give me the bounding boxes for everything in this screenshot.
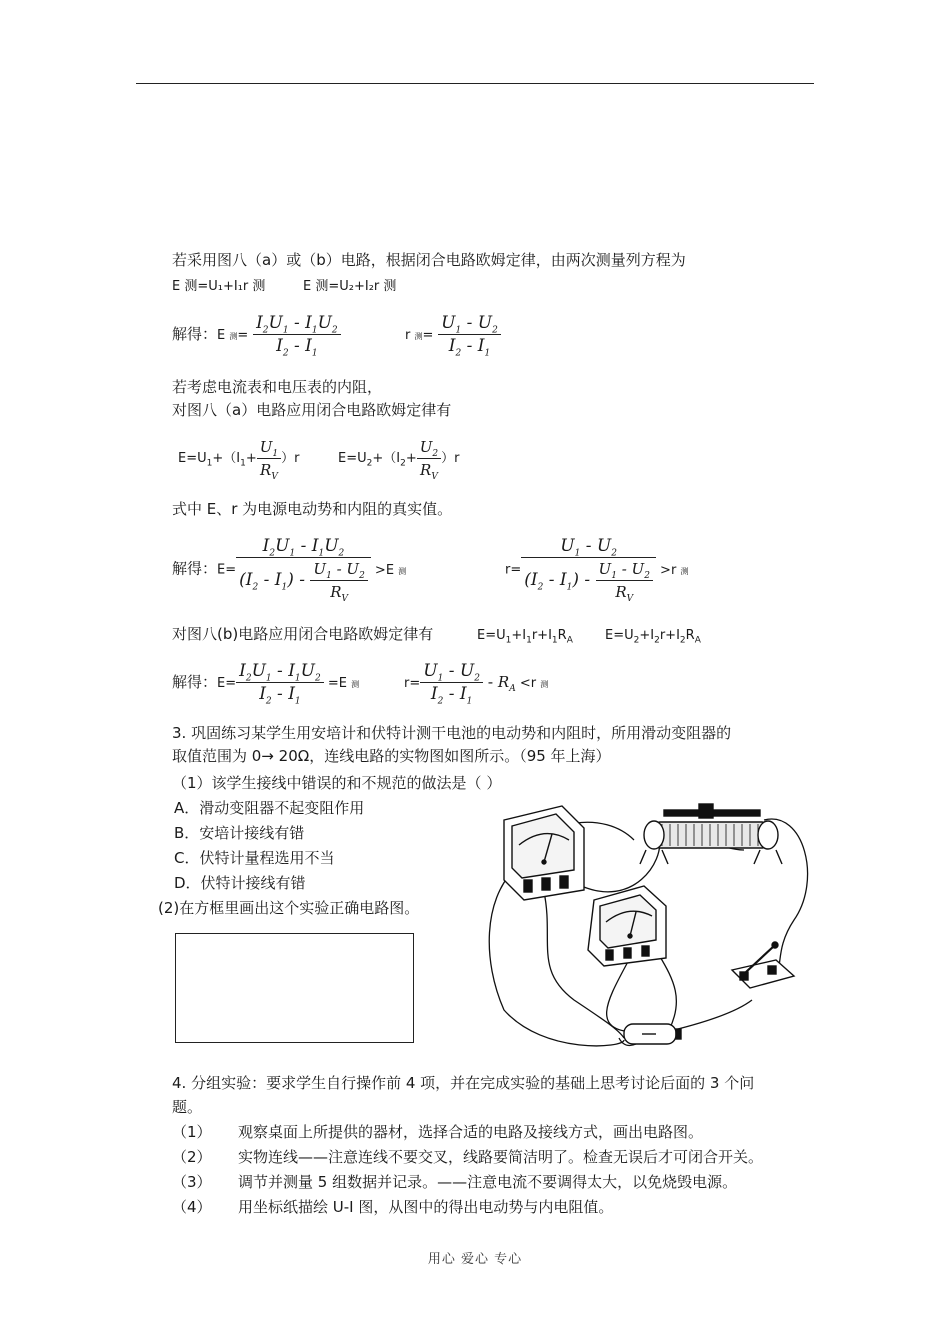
q4-step-1-num: （1） xyxy=(172,1123,212,1141)
solution-2: 解得：E= $I_2U_1 - I_1U_2$ $(I_2 - I_1)$ - $\frac{U_1 - U_2}{R_V}$ >E 测 xyxy=(172,536,407,604)
equation-e-measured-1: E 测=U₁+I₁r 测 xyxy=(172,279,266,294)
true-value-line: 式中 E、r 为电源电动势和内阻的真实值。 xyxy=(172,500,453,518)
q3-line-2: 取值范围为 0→ 20Ω，连线电路的实物图如图所示。（95 年上海） xyxy=(172,747,611,765)
solution-3: 解得：E= $\frac{I_2U_1 - I_1U_2}{I_2 - I_1}$ =E 测 xyxy=(172,661,360,707)
q4-step-4-num: （4） xyxy=(172,1198,212,1216)
solution-3-r: r= $\frac{U_1 - U_2}{I_2 - I_1}$ - $R_A <r$ 测 xyxy=(404,661,549,707)
fig-b-equation-2: $E=U_2+I_2r+I_2R_A$ xyxy=(605,628,701,646)
q4-step-3-text: 调节并测量 5 组数据并记录。——注意电流不要调得太大，以免烧毁电源。 xyxy=(238,1173,738,1191)
q4-line-1: 4. 分组实验：要求学生自行操作前 4 项，并在完成实验的基础上思考讨论后面的 3 个问 xyxy=(172,1074,755,1092)
solution-1-r: r 测= $\frac{U_1 - U_2}{I_2 - I_1}$ xyxy=(405,312,501,357)
q4-step-4-text: 用坐标纸描绘 U-I 图，从图中的得出电动势与内电阻值。 xyxy=(238,1198,614,1216)
q3-sub-2: (2)在方框里画出这个实验正确电路图。 xyxy=(158,899,420,917)
solve-label: 解得： xyxy=(172,325,218,343)
fig-a-line: 对图八（a）电路应用闭合电路欧姆定律有 xyxy=(172,401,452,419)
q4-step-3-num: （3） xyxy=(172,1173,212,1191)
equation-e-measured-2: E 测=U₂+I₂r 测 xyxy=(303,279,397,294)
q3-sub-1: （1）该学生接线中错误的和不规范的做法是（ ） xyxy=(172,774,502,792)
q4-step-2-num: （2） xyxy=(172,1148,212,1166)
fig-b-equation-1: $E=U_1+I_1r+I_1R_A$ xyxy=(477,628,573,646)
answer-box xyxy=(175,933,414,1043)
fig-a-equation-2: $E=U_2+(I_2+$ $\frac{U_2}{R_V}$ ）r xyxy=(338,438,460,482)
q4-step-2-text: 实物连线——注意连线不要交叉，线路要简洁明了。检查无误后才可闭合开关。 xyxy=(238,1148,764,1166)
fig-a-equation-1: $E=U_1+(I_1+$ $\frac{U_1}{R_V}$ ）r xyxy=(178,438,300,482)
q3-line-1: 3. 巩固练习某学生用安培计和伏特计测干电池的电动势和内阻时，所用滑动变阻器的 xyxy=(172,724,732,742)
intro-line: 若采用图八（a）或（b）电路，根据闭合电路欧姆定律，由两次测量列方程为 xyxy=(172,251,686,269)
solution-1: 解得：E 测= $\frac{I_2U_1 - I_1U_2}{I_2 - I_1}$ xyxy=(172,312,341,357)
solution-2-r: r= $U_1 - U_2$ $(I_2 - I_1)$ - $\frac{U_1 - U_2}{R_V}$ >r 测 xyxy=(505,536,689,604)
q4-line-2: 题。 xyxy=(172,1098,203,1116)
circuit-illustration xyxy=(484,800,820,1048)
q3-option-d: D．伏特计接线有错 xyxy=(174,874,306,892)
consider-line: 若考虑电流表和电压表的内阻， xyxy=(172,378,383,396)
q3-option-a: A．滑动变阻器不起变阻作用 xyxy=(174,799,365,817)
header-rule xyxy=(136,83,814,84)
q4-step-1-text: 观察桌面上所提供的器材，选择合适的电路及接线方式，画出电路图。 xyxy=(238,1123,704,1141)
q3-option-c: C．伏特计量程选用不当 xyxy=(174,849,335,867)
fig-b-line: 对图八(b)电路应用闭合电路欧姆定律有 xyxy=(172,625,434,643)
q3-option-b: B．安培计接线有错 xyxy=(174,824,305,842)
page-footer: 用心 爱心 专心 xyxy=(427,1252,523,1267)
